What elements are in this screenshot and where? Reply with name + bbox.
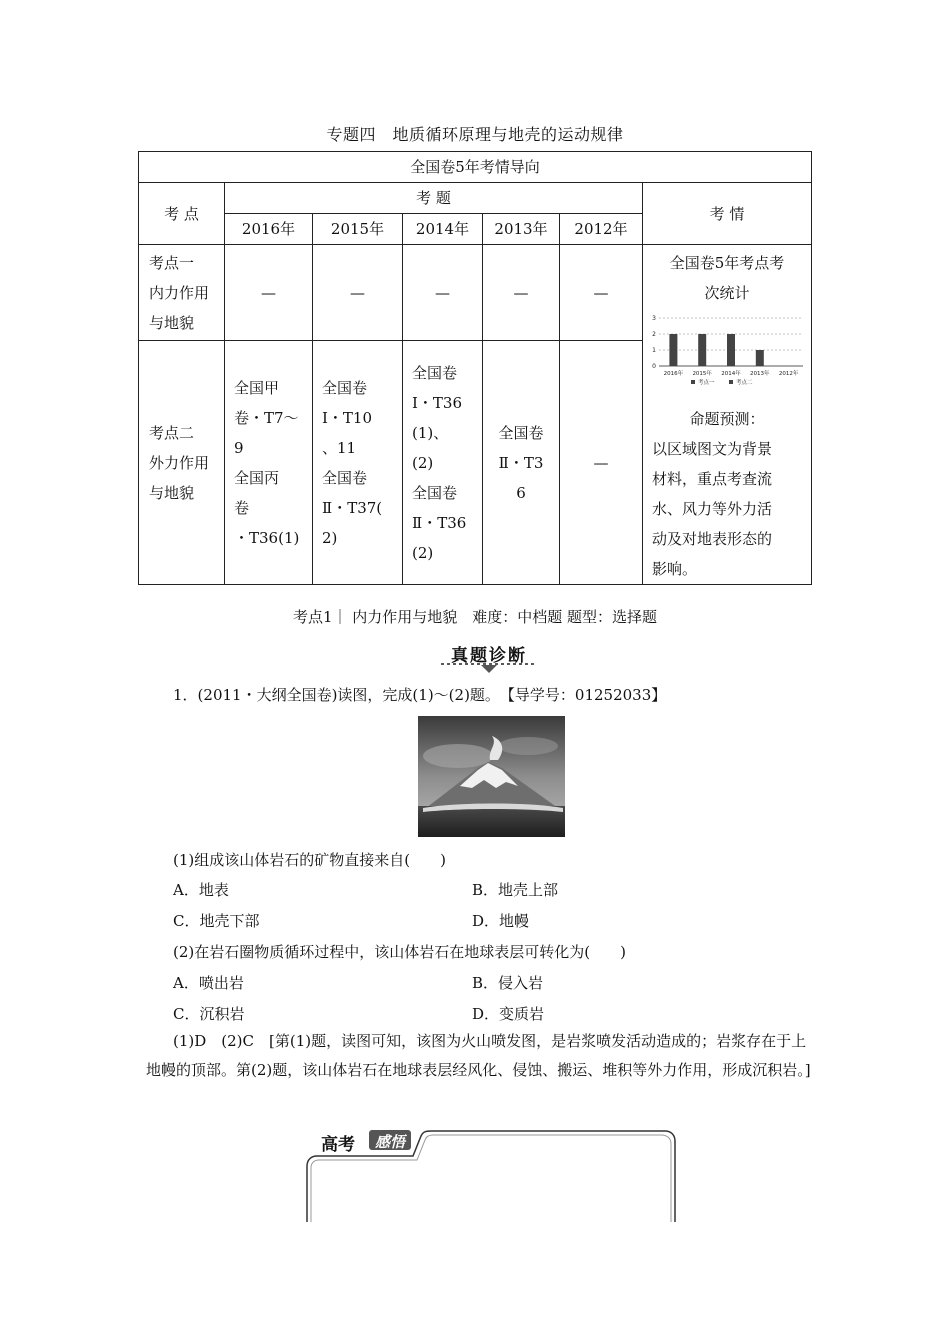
chart-xtick-label: 2012年 — [778, 371, 799, 377]
table-caption: 全国卷5年考情导向 — [139, 152, 812, 183]
photo-sea — [418, 806, 565, 837]
ganwu-label: 感悟 — [374, 1133, 405, 1151]
answer-block — [146, 1027, 816, 1085]
exam-analysis-table — [138, 151, 812, 585]
chart-ytick-label: 2 — [652, 331, 656, 338]
chart-xtick-label: 2015年 — [692, 371, 712, 377]
chart-xtick-label: 2014年 — [721, 371, 741, 377]
row2-2016: 全国甲 卷・T7～ 9 全国丙 卷 ・T36(1) — [225, 341, 313, 585]
year-2014: 2014年 — [403, 214, 483, 245]
stat-title: 全国卷5年考点考 次统计 — [669, 254, 785, 302]
q1-option-c: C．地壳下部 — [173, 912, 260, 930]
chart-bar — [756, 350, 764, 366]
kaoqing-cell — [643, 245, 812, 585]
photo-cloud — [498, 737, 558, 755]
chart-legend-label: 考点一 — [698, 380, 715, 386]
gaokao-box-frame — [305, 1130, 677, 1222]
row2-2014: 全国卷 Ⅰ・T36 (1)、 (2) 全国卷 Ⅱ・T36 (2) — [403, 341, 483, 585]
chart-bar — [669, 334, 677, 366]
answer-text: (1)D (2)C [第(1)题，读图可知，该图为火山喷发图，是岩浆喷发活动造成的；岩浆存在于上地幔的顶部。第(2)题，该山体岩石在地球表层经风化、侵蚀、搬运、堆积等外力作用，形成沉积岩。] — [146, 1032, 811, 1079]
chart-legend-swatch — [729, 380, 733, 384]
gaokao-border — [307, 1131, 675, 1222]
chart-ytick-label: 1 — [652, 347, 656, 354]
predict-text: 以区域图文为背景 材料，重点考查流 水、风力等外力活 动及对地表形态的 影响。 — [652, 440, 773, 578]
zhenti-badge — [441, 640, 537, 666]
row1-2013: — — [483, 245, 560, 341]
chart-ytick-label: 3 — [652, 315, 656, 322]
chart-xtick-label: 2016年 — [663, 371, 684, 377]
chart-bar — [727, 334, 735, 366]
badge-text: 真题诊断 — [451, 646, 527, 666]
chart-xtick-label: 2013年 — [750, 371, 770, 377]
row1-2012: — — [560, 245, 643, 341]
predict-title: 命题预测： — [689, 410, 765, 428]
q2-option-b: B．侵入岩 — [472, 974, 544, 992]
row1-2014: — — [403, 245, 483, 341]
volcano-illustration — [418, 716, 565, 837]
q2-stem: (2)在岩石圈物质循环过程中，该山体岩石在地球表层可转化为( ) — [173, 943, 626, 961]
row1-2015: — — [313, 245, 403, 341]
chart-bar — [698, 334, 706, 366]
q1-option-d: D．地幔 — [472, 912, 530, 930]
chart-legend-swatch — [691, 380, 695, 384]
q1-option-a: A．地表 — [173, 881, 229, 899]
row2-2013: 全国卷 Ⅱ・T3 6 — [483, 341, 560, 585]
chart-ytick-label: 0 — [652, 363, 656, 370]
q1-stem: (1)组成该山体岩石的矿物直接来自( ) — [173, 851, 446, 869]
q2-option-a: A．喷出岩 — [173, 974, 244, 992]
row2-2012: — — [560, 341, 643, 585]
q1-option-b: B．地壳上部 — [472, 881, 559, 899]
gaokao-inner-border — [311, 1135, 671, 1222]
section-heading: 考点1｜ 内力作用与地貌 难度：中档题 题型：选择题 — [292, 608, 658, 626]
q2-option-c: C．沉积岩 — [173, 1005, 245, 1023]
header-kaoqing: 考 情 — [643, 183, 812, 245]
header-kaoti: 考 题 — [225, 183, 643, 214]
q2-option-d: D．变质岩 — [472, 1005, 545, 1023]
year-2012: 2012年 — [560, 214, 643, 245]
year-2016: 2016年 — [225, 214, 313, 245]
row1-2016: — — [225, 245, 313, 341]
volcano-photo — [418, 716, 565, 837]
gaokao-box — [305, 1130, 677, 1222]
stat-chart — [647, 314, 807, 396]
page-title: 专题四 地质循环原理与地壳的运动规律 — [326, 125, 624, 144]
row1-label: 考点一 内力作用 与地貌 — [139, 245, 225, 341]
photo-cloud — [423, 744, 493, 768]
badge-arrow — [481, 665, 497, 673]
row2-2015: 全国卷 Ⅰ・T10 、11 全国卷 Ⅱ・T37( 2) — [313, 341, 403, 585]
year-2013: 2013年 — [483, 214, 560, 245]
row2-label: 考点二 外力作用 与地貌 — [139, 341, 225, 585]
header-kaodian: 考 点 — [139, 183, 225, 245]
gaokao-label: 高考 — [321, 1135, 355, 1155]
year-2015: 2015年 — [313, 214, 403, 245]
question-stem: 1．(2011・大纲全国卷)读图，完成(1)～(2)题。 【导学号：01252033】 — [173, 686, 667, 704]
chart-legend-label: 考点二 — [736, 380, 753, 386]
